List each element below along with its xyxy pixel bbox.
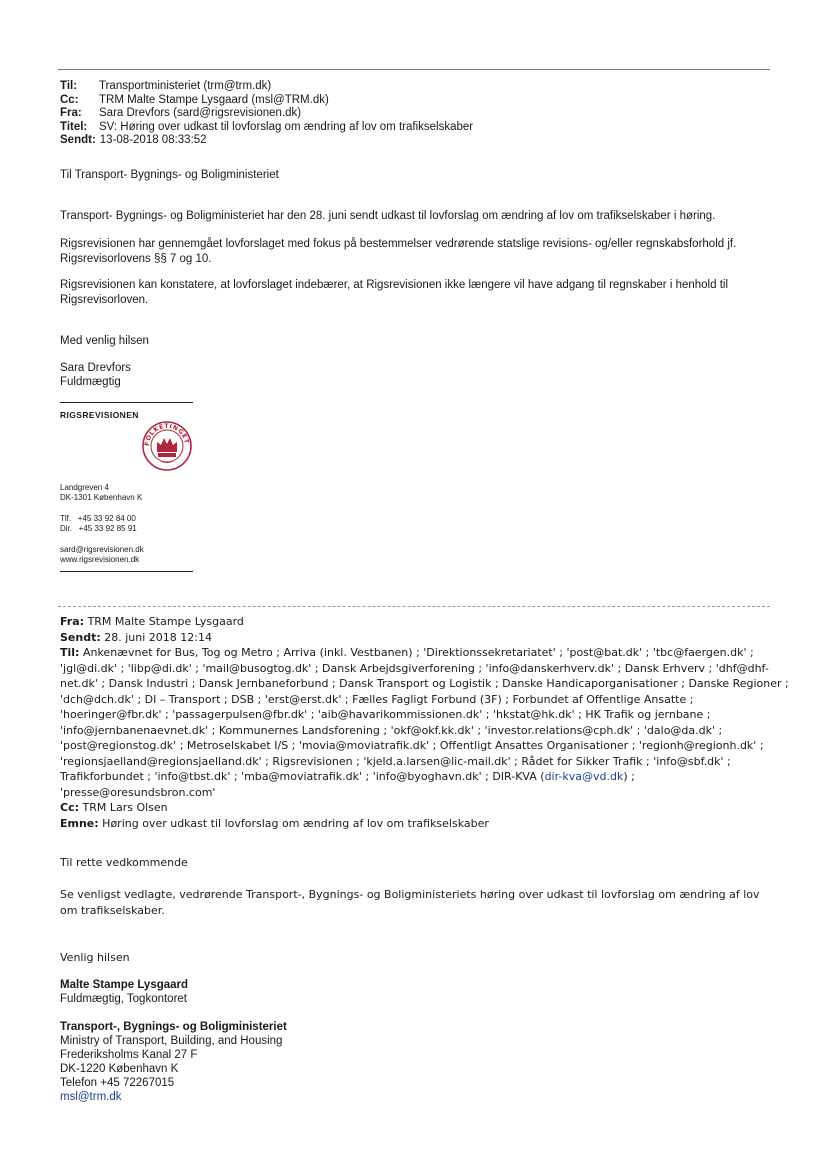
- from-row: [60, 107, 473, 121]
- fw-to-line-4: 'hoeringer@fbr.dk' ; 'passagerpulsen@fbr.dk' ; 'aib@havarikommissionen.dk' ; 'hkstat@hk.dk' ; HK Trafik og jernbane ;: [60, 708, 711, 721]
- from-value: Sara Drevfors (sard@rigsrevisionen.dk): [99, 107, 302, 119]
- signature-org: RIGSREVISIONEN: [60, 410, 139, 420]
- sig2-email-link[interactable]: msl@trm.dk: [60, 1091, 122, 1103]
- fw-to-label: Til:: [60, 646, 80, 659]
- fw-closing: Venlig hilsen: [60, 951, 130, 964]
- fw-to-line-0: Ankenævnet for Bus, Tog og Metro ; Arriva (inkl. Vestbanen) ; 'Direktionssekretariatet' ; 'post@bat.dk' ; 'tbc@faergen.dk' ;: [82, 646, 754, 659]
- sig2-title: Fuldmægtig, Togkontoret: [60, 993, 187, 1005]
- address-line-1: Landgreven 4: [60, 483, 109, 492]
- reply-paragraph-1: Transport- Bygnings- og Boligministeriet har den 28. juni sendt udkast til lovforslag om ændring af lov om trafikselskaber i høring.: [60, 210, 716, 222]
- fw-to-line-8-text: Trafikforbundet ; 'info@tbst.dk' ; 'mba@moviatrafik.dk' ; 'info@byoghavn.dk' ; DIR-KVA (: [60, 770, 545, 783]
- forward-divider: [58, 606, 770, 607]
- sig2-ministry: Transport-, Bygnings- og Boligministeriet: [60, 1021, 287, 1033]
- cc-label: Cc:: [60, 93, 79, 106]
- reply-name: Sara Drevfors: [60, 362, 131, 374]
- signature-bottom-rule: [60, 571, 193, 572]
- fw-to-row: [60, 645, 772, 661]
- signature-contact: [60, 545, 144, 565]
- to-value: Transportministeriet (trm@trm.dk): [99, 80, 272, 92]
- sig2-city: DK-1220 København K: [60, 1063, 179, 1075]
- folketinget-seal-icon: [141, 420, 193, 472]
- cc-value: TRM Malte Stampe Lysgaard (msl@TRM.dk): [99, 93, 329, 106]
- fw-from-value: TRM Malte Stampe Lysgaard: [87, 615, 244, 628]
- sent-label: Sendt:: [60, 134, 96, 146]
- reply-title: Fuldmægtig: [60, 376, 121, 388]
- subject-label: Titel:: [60, 120, 88, 133]
- reply-paragraph-2: Rigsrevisionen har gennemgået lovforslaget med fokus på bestemmelser vedrørende statslige revisions- og/eller regnskabsforhold jf. Rigsrevisorlovens §§ 7 og 10.: [60, 238, 737, 265]
- sent-value: 13-08-2018 08:33:52: [99, 134, 207, 146]
- fw-to-line-6: 'post@regionstog.dk' ; Metroselskabet I/S ; 'movia@moviatrafik.dk' ; Offentligt Ansattes Organisationer ; 'regionh@regionh.dk' ;: [60, 739, 764, 752]
- fw-greeting: Til rette vedkommende: [60, 856, 188, 869]
- fw-subject-row: [60, 816, 772, 832]
- reply-paragraph-3: Rigsrevisionen kan konstatere, at lovforslaget indebærer, at Rigsrevisionen ikke længere vil have adgang til regnskaber i henhold til Rigsrevisorloven.: [60, 279, 729, 306]
- ministry-signature: [60, 978, 287, 1104]
- email-header: [60, 80, 473, 148]
- fw-to-line-2: net.dk' ; Dansk Industri ; Dansk Jernbaneforbund ; Dansk Transport og Logistik ; Danske Handicaporganisationer ; Danske Regioner ;: [60, 677, 789, 690]
- fw-to-line-8: [60, 769, 772, 785]
- signature-phones: [60, 514, 137, 534]
- cc-row: [60, 94, 473, 108]
- from-label: Fra:: [60, 107, 82, 119]
- fw-to-line-1: 'jgl@di.dk' ; 'libp@di.dk' ; 'mail@busogtog.dk' ; Dansk Arbejdsgiverforening ; 'info@danskerhverv.dk' ; Dansk Erhverv ; 'dhf@dhf-: [60, 661, 769, 675]
- fw-to-after-link: ) ;: [623, 770, 635, 783]
- reply-closing: Med venlig hilsen: [60, 335, 149, 347]
- signature-address: [60, 483, 142, 503]
- fw-sent-value: 28. juni 2018 12:14: [104, 630, 212, 644]
- sig2-street: Frederiksholms Kanal 27 F: [60, 1049, 198, 1061]
- address-line-2: DK-1301 København K: [60, 493, 143, 502]
- sig2-phone: Telefon +45 72267015: [60, 1077, 175, 1089]
- dir-kva-email-link[interactable]: dir-kva@vd.dk: [544, 770, 624, 783]
- fw-subject-label: Emne:: [60, 816, 99, 830]
- signature-web-link[interactable]: www.rigsrevisionen.dk: [60, 555, 140, 564]
- phone-direct: Dir. +45 33 92 85 91: [60, 524, 137, 533]
- fw-cc-value: TRM Lars Olsen: [82, 801, 168, 814]
- sig2-ministry-en: Ministry of Transport, Building, and Housing: [60, 1035, 283, 1047]
- forwarded-header: [60, 614, 789, 831]
- fw-to-line-3: 'dch@dch.dk' ; DI – Transport ; DSB ; 'erst@erst.dk' ; Fælles Fagligt Forbund (3F) ; Forbundet af Offentlige Ansatte ;: [60, 692, 694, 706]
- fw-sent-row: [60, 630, 772, 646]
- fw-from-row: [60, 614, 772, 630]
- fw-to-line-7: 'regionsjaelland@regionsjaelland.dk' ; Rigsrevisionen ; 'kjeld.a.larsen@lic-mail.dk' ; Rådet for Sikker Trafik ; 'info@sbf.dk' ;: [60, 754, 731, 768]
- sig2-name: Malte Stampe Lysgaard: [60, 979, 189, 991]
- fw-sent-label: Sendt:: [60, 630, 101, 644]
- fw-subject-value: Høring over udkast til lovforslag om ændring af lov om trafikselskaber: [102, 816, 489, 830]
- fw-cc-row: [60, 800, 772, 816]
- fw-from-label: Fra:: [60, 615, 85, 628]
- to-row: [60, 80, 473, 94]
- fw-to-last: 'presse@oresundsbron.com': [60, 785, 216, 799]
- phone-main: Tlf. +45 33 92 84 00: [60, 514, 136, 523]
- fw-to-line-5: 'info@jernbanenaevnet.dk' ; Kommunernes Landsforening ; 'okf@okf.kk.dk' ; 'investor.relations@cph.dk' ; 'dalo@da.dk' ;: [60, 723, 723, 737]
- signature-email-link[interactable]: sard@rigsrevisionen.dk: [60, 545, 144, 554]
- signature-top-rule: [60, 402, 193, 403]
- to-label: Til:: [60, 80, 78, 92]
- subject-row: [60, 121, 473, 135]
- subject-value: SV: Høring over udkast til lovforslag om ændring af lov om trafikselskaber: [99, 120, 474, 133]
- top-divider: [58, 69, 770, 70]
- fw-paragraph-1: Se venligst vedlagte, vedrørende Transport-, Bygnings- og Boligministeriets høring over udkast til lovforslag om ændring af lov om trafikselskaber.: [60, 888, 760, 917]
- reply-greeting: Til Transport- Bygnings- og Boligministeriet: [60, 169, 279, 181]
- fw-cc-label: Cc:: [60, 801, 79, 814]
- sent-row: [60, 134, 473, 148]
- svg-text:FOLKETINGET: FOLKETINGET: [143, 422, 190, 447]
